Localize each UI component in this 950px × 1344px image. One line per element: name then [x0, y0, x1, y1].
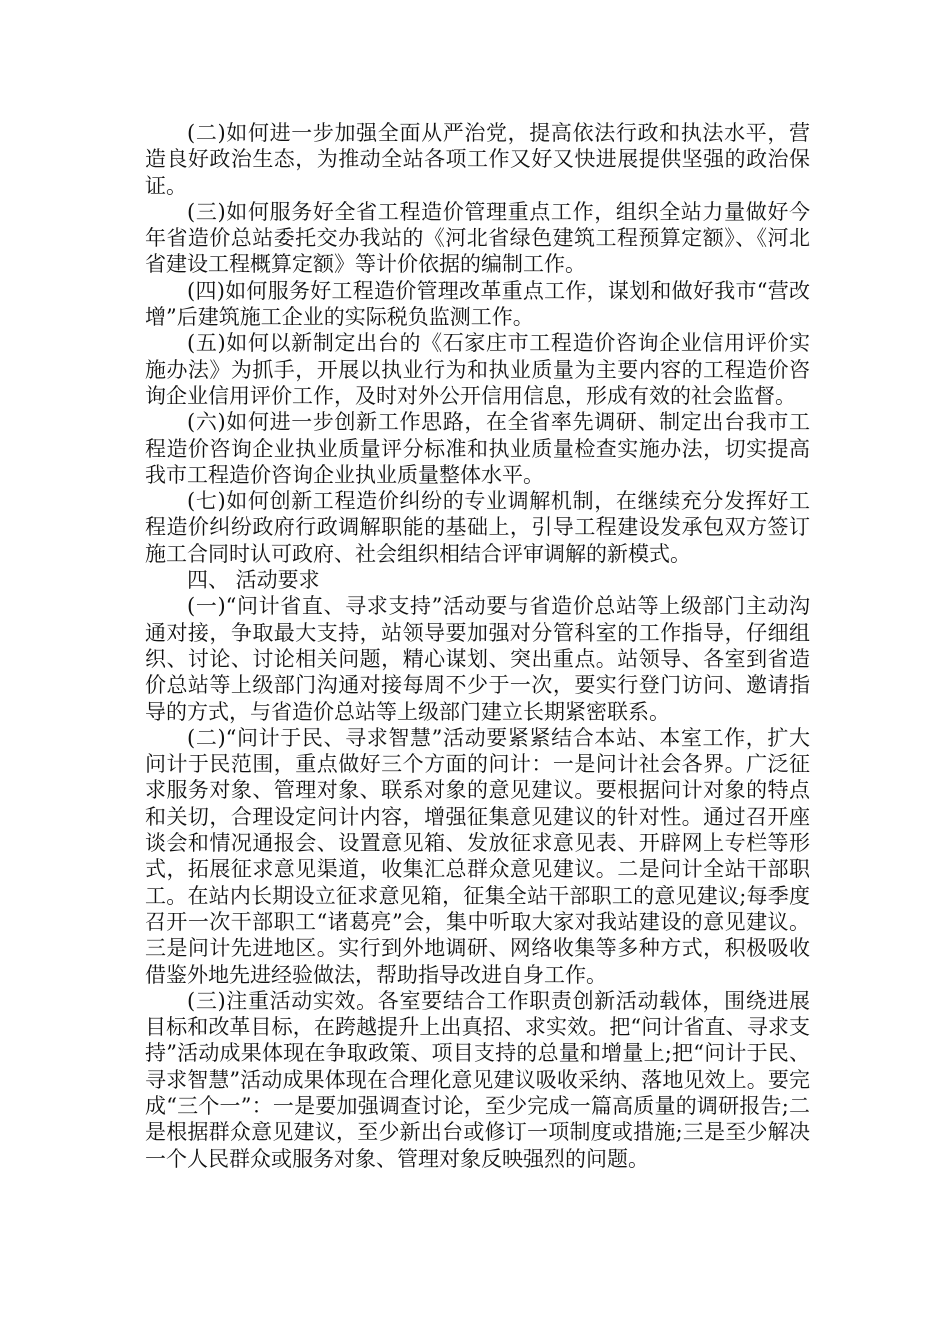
paragraph-item-5: (五)如何以新制定出台的《石家庄市工程造价咨询企业信用评价实施办法》为抓手，开展以执业行为和执业质量为主要内容的工程造价咨询企业信用评价工作，及时对外公开信用信息，形成有效的社会监督。 — [145, 331, 810, 408]
paragraph-item-7: (七)如何创新工程造价纠纷的专业调解机制，在继续充分发挥好工程造价纠纷政府行政调解职能的基础上，引导工程建设发承包双方签订施工合同时认可政府、社会组织相结合评审调解的新模式。 — [145, 489, 810, 566]
section-heading: 四、 活动要求 — [187, 568, 320, 593]
paragraph-item-2: (二)如何进一步加强全面从严治党，提高依法行政和执法水平，营造良好政治生态，为推动全站各项工作又好又快进展提供坚强的政治保证。 — [145, 121, 810, 198]
paragraph-item-4: (四)如何服务好工程造价管理改革重点工作，谋划和做好我市“营改增”后建筑施工企业的实际税负监测工作。 — [145, 278, 810, 330]
document-body — [145, 120, 810, 1172]
requirement-item-2: (二)“问计于民、寻求智慧”活动要紧紧结合本站、本室工作，扩大问计于民范围，重点做好三个方面的问计：一是问计社会各界。广泛征求服务对象、管理对象、联系对象的意见建议。要根据问计对象的特点和关切，合理设定问计内容，增强征集意见建议的针对性。通过召开座谈会和情况通报会、设置意见箱、发放征求意见表、开辟网上专栏等形式，拓展征求意见渠道，收集汇总群众意见建议。二是问计全站干部职工。在站内长期设立征求意见箱，征集全站干部职工的意见建议;每季度召开一次干部职工“诸葛亮”会，集中听取大家对我站建设的意见建议。三是问计先进地区。实行到外地调研、网络收集等多种方式，积极吸收借鉴外地先进经验做法，帮助指导改进自身工作。 — [145, 725, 810, 987]
requirement-item-1: (一)“问计省直、寻求支持”活动要与省造价总站等上级部门主动沟通对接，争取最大支持，站领导要加强对分管科室的工作指导，仔细组织、讨论、讨论相关问题，精心谋划、突出重点。站领导、各室到省造价总站等上级部门沟通对接每周不少于一次，要实行登门访问、邀请指导的方式，与省造价总站等上级部门建立长期紧密联系。 — [145, 594, 810, 724]
paragraph-item-3: (三)如何服务好全省工程造价管理重点工作，组织全站力量做好今年省造价总站委托交办我站的《河北省绿色建筑工程预算定额》、《河北省建设工程概算定额》等计价依据的编制工作。 — [145, 199, 810, 277]
requirement-item-3: (三)注重活动实效。各室要结合工作职责创新活动载体，围绕进展目标和改革目标，在跨越提升上出真招、求实效。把“问计省直、寻求支持”活动成果体现在争取政策、项目支持的总量和增量上;把“问计于民、寻求智慧”活动成果体现在合理化意见建议吸收采纳、落地见效上。要完成“三个一”：一是要加强调查讨论，至少完成一篇高质量的调研报告;二是根据群众意见建议，至少新出台或修订一项制度或措施;三是至少解决一个人民群众或服务对象、管理对象反映强烈的问题。 — [145, 988, 810, 1171]
paragraph-item-6: (六)如何进一步创新工作思路，在全省率先调研、制定出台我市工程造价咨询企业执业质量评分标准和执业质量检查实施办法，切实提高我市工程造价咨询企业执业质量整体水平。 — [145, 410, 810, 487]
